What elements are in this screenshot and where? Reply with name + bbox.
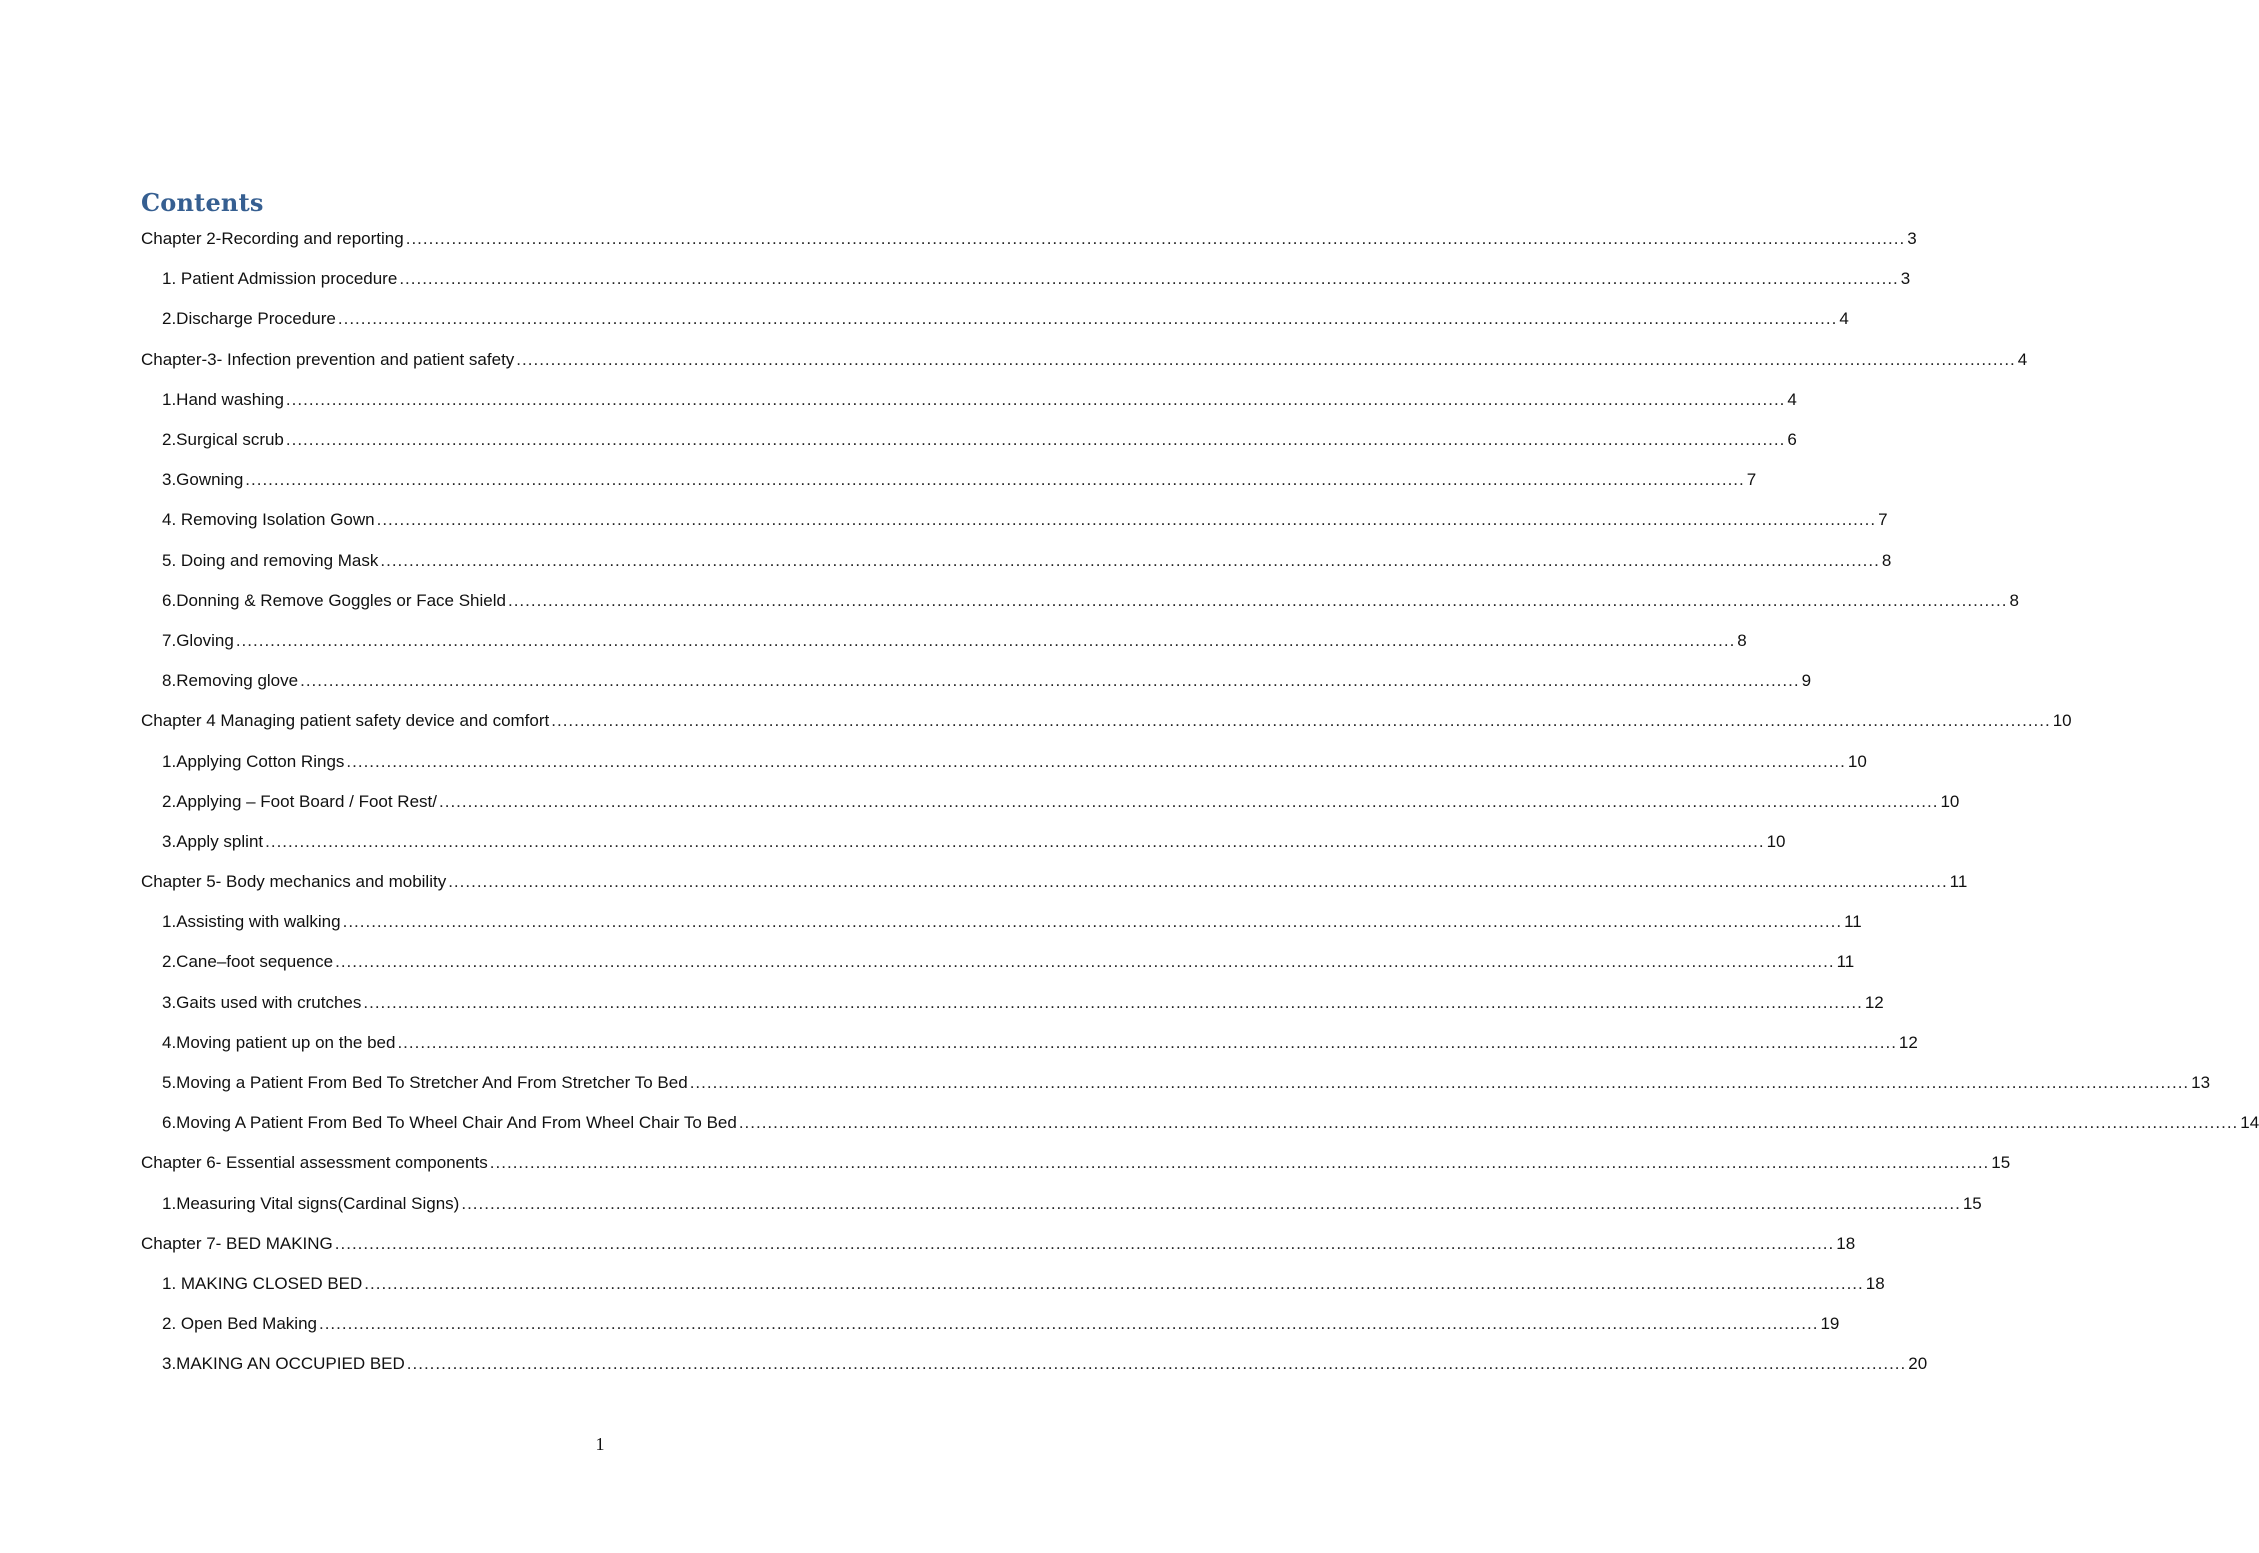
toc-entry-line (0, 1032, 1918, 1053)
dot-leader (343, 912, 1842, 932)
dot-leader (319, 1314, 1818, 1334)
toc-entry-line (0, 912, 1862, 932)
toc-entry-page: 11 (1844, 912, 1862, 932)
toc-entry-line (0, 229, 1917, 249)
toc-section-entry[interactable] (0, 541, 1892, 581)
toc-entry-label: Measuring Vital signs(Cardinal Signs) (176, 1193, 460, 1213)
toc-entry-line (0, 1113, 2259, 1133)
toc-entry-label: Donning & Remove Goggles or Face Shield (176, 590, 506, 610)
toc-section-entry[interactable] (0, 460, 1757, 500)
dot-leader (397, 1033, 1896, 1053)
dot-leader (346, 752, 1845, 772)
toc-entry-line (0, 510, 1888, 530)
dot-leader (551, 711, 2050, 731)
toc-entry-label: 3.MAKING AN OCCUPIED BED (162, 1354, 405, 1374)
toc-entry-number: 1. (162, 751, 177, 771)
toc-entry-page: 8 (1881, 550, 1892, 570)
toc-entry-label: 2. Open Bed Making (162, 1314, 317, 1334)
toc-entry-line (0, 430, 1797, 450)
toc-section-entry[interactable] (0, 822, 1786, 862)
toc-entry-label: 1. Patient Admission procedure (162, 269, 398, 289)
toc-section-entry[interactable] (0, 782, 1960, 822)
toc-entry-label: Removing glove (176, 671, 299, 691)
toc-entry-line (0, 590, 2019, 611)
dot-leader (380, 551, 1879, 571)
toc-entry-number: 7. (162, 630, 177, 650)
toc-section-entry[interactable] (0, 1023, 1918, 1063)
table-of-contents (0, 219, 2259, 1384)
toc-entry-page: 7 (1878, 510, 1888, 530)
toc-entry-label: Chapter 4 Managing patient safety device and comfort (141, 711, 550, 731)
toc-entry-page: 15 (1962, 1193, 1982, 1213)
toc-entry-page: 13 (2191, 1073, 2211, 1093)
toc-entry-line (0, 952, 1855, 972)
toc-entry-label: 2.Discharge Procedure (162, 309, 336, 329)
toc-entry-page: 19 (1820, 1314, 1840, 1334)
toc-entry-line (0, 1354, 1928, 1374)
toc-entry-label: Chapter 7- BED MAKING (141, 1233, 333, 1253)
toc-entry-label: Gloving (176, 630, 234, 650)
toc-entry-number: 1. (162, 1193, 177, 1213)
toc-entry-label: 2.Surgical scrub (162, 430, 284, 450)
toc-entry-page: 10 (1940, 791, 1960, 811)
dot-leader (739, 1113, 2238, 1133)
toc-chapter-entry[interactable] (0, 1224, 1856, 1264)
toc-entry-page: 7 (1746, 470, 1757, 490)
toc-entry-number: 6. (162, 590, 177, 610)
toc-entry-page: 11 (1949, 872, 1968, 892)
toc-entry-label: 4.Moving patient up on the bed (162, 1032, 396, 1052)
dot-leader (286, 390, 1785, 410)
toc-entry-label: 3.Gowning (162, 470, 244, 490)
toc-entry-line (0, 349, 2028, 370)
toc-entry-page: 4 (1839, 309, 1849, 329)
toc-entry-line (0, 1193, 1982, 1214)
dot-leader (245, 470, 1744, 490)
toc-entry-line (0, 550, 1892, 571)
toc-entry-line (0, 671, 1812, 691)
dot-leader (335, 952, 1834, 972)
toc-entry-page: 6 (1787, 430, 1797, 450)
contents-heading: Contents (141, 188, 264, 217)
toc-entry-label: Chapter 2-Recording and reporting (141, 229, 404, 249)
dot-leader (300, 671, 1799, 691)
toc-entry-label: 5. Doing and removing Mask (162, 550, 379, 570)
toc-entry-page: 3 (1907, 229, 1917, 249)
toc-section-entry[interactable] (0, 1063, 2211, 1103)
toc-entry-label: 1.Hand washing (162, 389, 284, 409)
toc-entry-page: 8 (1737, 630, 1747, 650)
toc-entry-page: 3 (1900, 269, 1911, 289)
toc-entry-label: 2.Cane–foot sequence (162, 952, 334, 972)
toc-section-entry[interactable] (0, 983, 1884, 1023)
toc-section-entry[interactable] (0, 500, 1888, 540)
toc-section-entry[interactable] (0, 1344, 1928, 1384)
toc-entry-label: 3.Gaits used with crutches (162, 992, 362, 1012)
toc-section-entry[interactable] (0, 581, 2019, 621)
toc-entry-line (0, 470, 1757, 490)
toc-chapter-entry[interactable] (0, 701, 2072, 741)
dot-leader (338, 309, 1837, 329)
dot-leader (508, 591, 2007, 611)
toc-entry-line (0, 751, 1867, 772)
toc-entry-label: Assisting with walking (176, 912, 341, 932)
toc-chapter-entry[interactable] (0, 1143, 2011, 1183)
toc-entry-label: Apply splint (176, 831, 264, 851)
dot-leader (439, 792, 1938, 812)
toc-entry-label: Chapter-3- Infection prevention and patient safety (141, 349, 515, 369)
page-number: 1 (595, 1434, 605, 1454)
dot-leader (407, 1354, 1906, 1374)
toc-entry-line (0, 1314, 1840, 1334)
toc-section-entry[interactable] (0, 420, 1797, 460)
toc-entry-label: 4. Removing Isolation Gown (162, 510, 375, 530)
toc-entry-number: 3. (162, 831, 177, 851)
toc-section-entry[interactable] (0, 1264, 1885, 1304)
toc-entry-label: Applying – Foot Board / Foot Rest/ (176, 791, 437, 811)
toc-entry-line (0, 831, 1786, 852)
dot-leader (406, 229, 1905, 249)
toc-entry-page: 12 (1864, 992, 1884, 1012)
dot-leader (690, 1073, 2189, 1093)
toc-chapter-entry[interactable] (0, 340, 2028, 380)
toc-section-entry[interactable] (0, 902, 1862, 942)
toc-section-entry[interactable] (0, 942, 1855, 982)
dot-leader (377, 510, 1876, 530)
toc-section-entry[interactable] (0, 741, 1867, 781)
toc-entry-page: 4 (2017, 349, 2028, 369)
toc-section-entry[interactable] (0, 621, 1747, 661)
toc-section-entry[interactable] (0, 299, 1849, 339)
toc-section-entry[interactable] (0, 1184, 1982, 1224)
toc-entry-label: 1. MAKING CLOSED BED (162, 1273, 363, 1293)
toc-entry-page: 10 (1847, 751, 1867, 771)
toc-entry-line (0, 1233, 1856, 1254)
dot-leader (448, 872, 1947, 892)
toc-entry-line (0, 791, 1960, 812)
toc-entry-line (0, 1273, 1885, 1294)
toc-entry-line (0, 630, 1747, 651)
toc-entry-page: 9 (1801, 671, 1812, 691)
toc-entry-line (0, 711, 2072, 731)
toc-entry-label: 6.Moving A Patient From Bed To Wheel Chair And From Wheel Chair To Bed (162, 1113, 737, 1133)
dot-leader (461, 1194, 1960, 1214)
dot-leader (490, 1153, 1989, 1173)
toc-entry-label: Applying Cotton Rings (176, 751, 345, 771)
toc-entry-label: 5.Moving a Patient From Bed To Stretcher And From Stretcher To Bed (162, 1073, 688, 1093)
toc-entry-line (0, 309, 1849, 329)
dot-leader (363, 993, 1862, 1013)
toc-entry-page: 4 (1787, 389, 1797, 409)
toc-section-entry[interactable] (0, 661, 1812, 701)
toc-entry-number: 8. (162, 671, 177, 691)
dot-leader (286, 430, 1785, 450)
dot-leader (335, 1234, 1834, 1254)
toc-entry-page: 15 (1991, 1153, 2011, 1173)
toc-entry-line (0, 269, 1911, 289)
toc-entry-page: 14 (2240, 1113, 2259, 1133)
toc-entry-line (0, 872, 1968, 892)
toc-entry-page: 11 (1836, 952, 1855, 972)
toc-section-entry[interactable] (0, 259, 1911, 299)
toc-entry-page: 12 (1898, 1032, 1918, 1052)
dot-leader (236, 631, 1735, 651)
toc-entry-page: 18 (1836, 1233, 1856, 1253)
dot-leader (265, 832, 1764, 852)
toc-entry-page: 18 (1865, 1273, 1885, 1293)
dot-leader (364, 1274, 1863, 1294)
toc-section-entry[interactable] (0, 380, 1797, 420)
toc-chapter-entry[interactable] (0, 219, 1917, 259)
toc-entry-label: Chapter 5- Body mechanics and mobility (141, 872, 447, 892)
toc-entry-number: 2. (162, 791, 177, 811)
toc-entry-page: 10 (2052, 711, 2072, 731)
toc-section-entry[interactable] (0, 1304, 1840, 1344)
toc-section-entry[interactable] (0, 1103, 2259, 1143)
toc-entry-page: 10 (1766, 831, 1786, 851)
toc-entry-line (0, 389, 1797, 410)
toc-entry-line (0, 992, 1884, 1013)
dot-leader (516, 350, 2015, 370)
toc-entry-label: Chapter 6- Essential assessment components (141, 1153, 488, 1173)
dot-leader (399, 269, 1898, 289)
toc-entry-number: 1. (162, 912, 177, 932)
toc-entry-line (0, 1073, 2211, 1093)
toc-entry-line (0, 1153, 2011, 1173)
toc-chapter-entry[interactable] (0, 862, 1968, 902)
toc-entry-page: 20 (1908, 1354, 1928, 1374)
toc-entry-page: 8 (2009, 590, 2019, 610)
